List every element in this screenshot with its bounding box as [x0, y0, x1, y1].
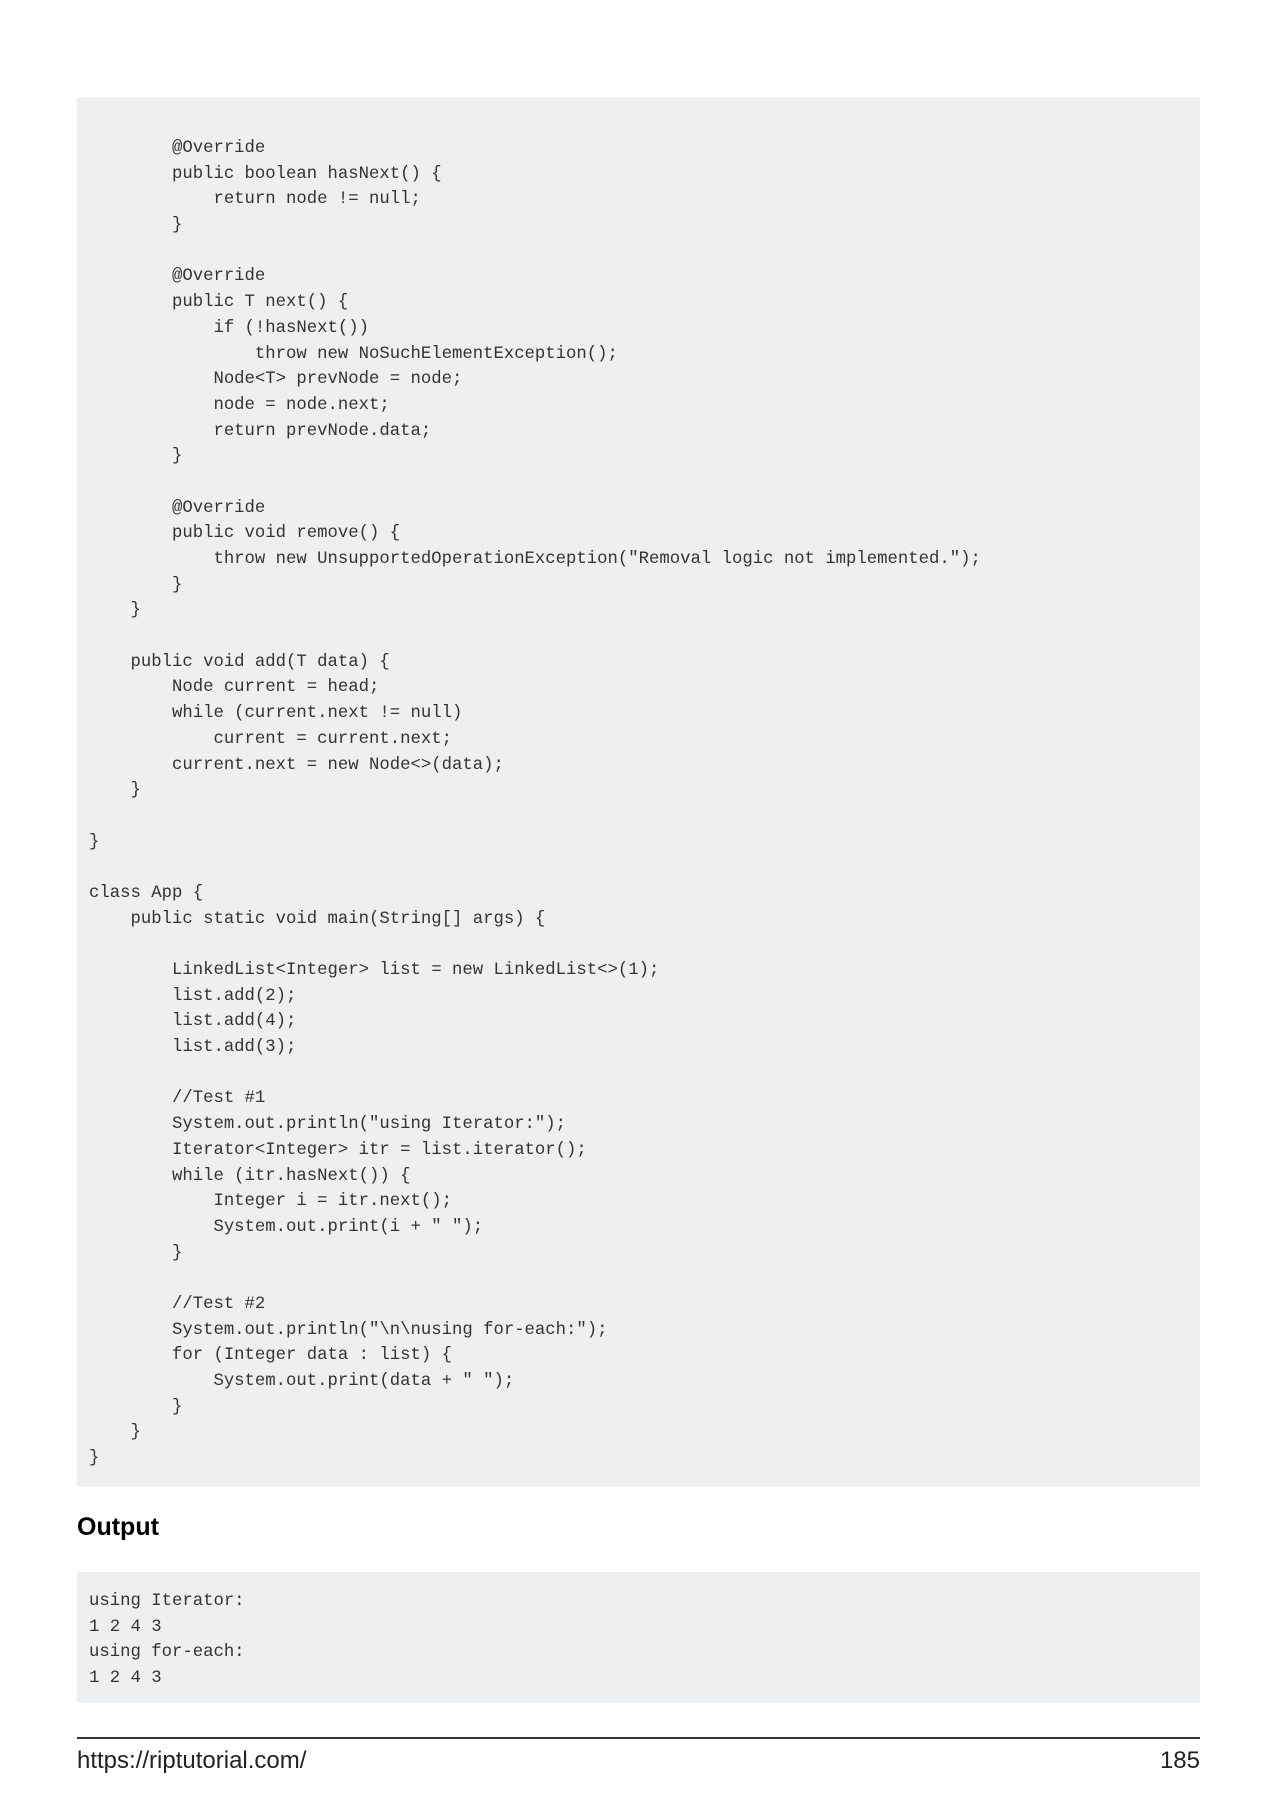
code-line: //Test #1: [89, 1089, 266, 1109]
code-line: [89, 932, 1200, 958]
code-line: [89, 470, 1200, 496]
code-line: public boolean hasNext() {: [89, 164, 442, 184]
code-line: }: [89, 601, 141, 621]
code-line: if (!hasNext()): [89, 318, 370, 338]
output-line: 1 2 4 3: [89, 1669, 162, 1689]
code-line: throw new NoSuchElementException();: [89, 344, 618, 364]
output-line: 1 2 4 3: [89, 1617, 162, 1637]
code-line: @Override: [89, 139, 266, 158]
code-line: Iterator<Integer> itr = list.iterator();: [89, 1140, 587, 1160]
code-listing: [77, 97, 1200, 1487]
code-line: }: [89, 575, 183, 595]
code-line: [89, 1266, 1200, 1292]
code-line: System.out.println("\n\nusing for-each:");: [89, 1320, 608, 1340]
output-line: using for-each:: [89, 1643, 245, 1663]
code-line: System.out.print(i + " ");: [89, 1217, 484, 1237]
code-line: throw new UnsupportedOperationException("Removal logic not implemented.");: [89, 550, 981, 569]
code-line: }: [89, 832, 100, 852]
code-line: public T next() {: [89, 293, 349, 313]
code-line: public static void main(String[] args) {: [89, 909, 546, 929]
code-line: @Override: [89, 267, 266, 287]
code-line: }: [89, 1423, 141, 1443]
code-line: return prevNode.data;: [89, 421, 432, 441]
code-line: while (itr.hasNext()) {: [89, 1166, 411, 1186]
code-line: node = node.next;: [89, 395, 390, 415]
code-line: while (current.next != null): [89, 704, 463, 724]
code-line: }: [89, 216, 183, 236]
code-line: //Test #2: [89, 1294, 266, 1314]
footer-url-link[interactable]: https://riptutorial.com/: [77, 1747, 307, 1774]
output-listing: [77, 1572, 1200, 1703]
code-line: }: [89, 1243, 183, 1263]
output-heading: Output: [77, 1513, 159, 1541]
code-line: }: [89, 447, 183, 467]
output-line: using Iterator:: [89, 1592, 245, 1611]
code-line: class App {: [89, 883, 204, 903]
code-line: System.out.print(data + " ");: [89, 1372, 515, 1391]
code-line: public void remove() {: [89, 524, 401, 544]
code-line: current.next = new Node<>(data);: [89, 755, 504, 775]
code-line: for (Integer data : list) {: [89, 1346, 452, 1366]
code-line: Node<T> prevNode = node;: [89, 370, 463, 390]
code-line: [89, 239, 1200, 265]
code-line: System.out.println("using Iterator:");: [89, 1115, 567, 1135]
code-line: Node current = head;: [89, 678, 380, 698]
page-number: 185: [1159, 1747, 1200, 1774]
code-line: list.add(2);: [89, 986, 297, 1006]
code-line: [89, 855, 1200, 881]
code-line: }: [89, 1397, 183, 1417]
code-line: Integer i = itr.next();: [89, 1192, 452, 1212]
footer-divider: [77, 1737, 1200, 1739]
code-line: [89, 1061, 1200, 1087]
code-line: list.add(4);: [89, 1012, 297, 1032]
code-line: }: [89, 1449, 100, 1469]
code-line: return node != null;: [89, 190, 421, 210]
code-line: LinkedList<Integer> list = new LinkedList<>(1);: [89, 961, 660, 980]
code-line: [89, 804, 1200, 830]
code-line: }: [89, 781, 141, 801]
code-line: public void add(T data) {: [89, 652, 390, 672]
code-line: current = current.next;: [89, 729, 452, 749]
code-line: list.add(3);: [89, 1038, 297, 1058]
code-line: @Override: [89, 498, 266, 518]
code-line: [89, 624, 1200, 650]
